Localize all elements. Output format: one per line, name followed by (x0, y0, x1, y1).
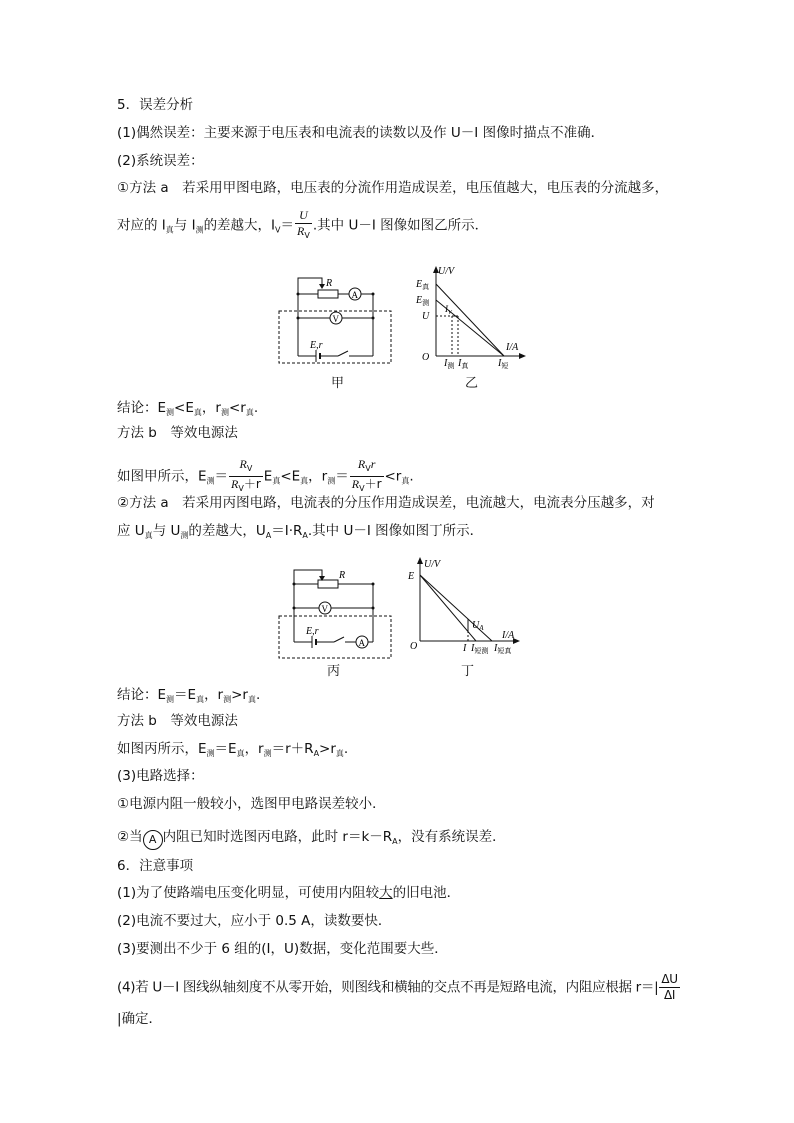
method-b-2: 方法 b 等效电源法 (117, 713, 238, 729)
svg-text:E: E (408, 571, 415, 582)
fraction-du-over-di: $\frac{\Delta U}{\Delta I}$ (661, 972, 678, 1002)
circuit-bing (276, 562, 396, 662)
conclusion-2: 结论：$E_测=E_真$，$r_测>r_真$. (117, 687, 261, 704)
axis-label-i-ding: I/A (502, 630, 515, 641)
label-r-bing: R (339, 570, 346, 581)
graph-ding (404, 553, 534, 663)
paragraph-ua-formula: 应 $U_真$与 $U_测$的差越大，$U_A=I\cdot R_A$.其中 U－I 图像如图丁所示． (117, 523, 484, 540)
svg-text:U: U (422, 311, 430, 322)
paragraph-random-error: (1)偶然误差：主要来源于电压表和电流表的读数以及作 U－I 图像时描点不准确． (117, 125, 605, 141)
section-5-title: 5．误差分析 (117, 97, 194, 113)
caption-yi: 乙 (465, 376, 479, 391)
svg-text:IV: $I_V$ (445, 304, 452, 316)
svg-text:E测: $E_测$ (416, 295, 430, 307)
svg-text:I短测: $I_{短测}$ (471, 643, 489, 655)
voltmeter-label-bing: V (321, 604, 328, 614)
caption-bing: 丙 (327, 664, 341, 679)
svg-text:UA: $U_A$ (472, 620, 484, 632)
svg-text:I测: $I_测$ (444, 358, 455, 370)
ammeter-symbol: A (143, 830, 163, 850)
origin-yi: O (422, 352, 430, 363)
label-er-jia: E,r (310, 340, 323, 351)
circuit-selection-1: ①电源内阻一般较小，选图甲电路误差较小． (117, 796, 386, 812)
note-1: (1)为了使路端电压变化明显，可使用内阻较大的旧电池． (117, 885, 461, 901)
svg-text:I: I (463, 643, 467, 654)
conclusion-1: 结论：$E_测<E_真$，$r_测<r_真$. (117, 400, 259, 417)
paragraph-method-a2: ②方法 a 若采用丙图电路，电流表的分压作用造成误差，电流越大，电流表分压越多，对 (117, 495, 655, 511)
paragraph-system-error: (2)系统误差： (117, 153, 204, 169)
caption-jia: 甲 (331, 376, 345, 391)
label-er-bing: E,r (306, 626, 319, 637)
voltmeter-label-jia: V (332, 314, 339, 324)
note-4-end: |确定． (117, 1011, 163, 1027)
equivalent-source-2: 如图丙所示，$E_测=E_真$，$r_测=r+R_A>r_真$. (117, 741, 349, 758)
circuit-selection-title: (3)电路选择： (117, 768, 204, 784)
note-4: (4)若 U－I 图线纵轴刻度不从零开始，则图线和横轴的交点不再是短路电流，内阻应根据 r＝| $\frac{\Delta U}{\Delta I}$ (117, 972, 678, 1002)
equivalent-source-1: 如图甲所示，$E_测=$ $\frac{R_V}{R_V+r}$ $E_真<E_真$，$r_测=$ $\frac{R_Vr}{R_V+r}$ $<r_真$. (117, 457, 414, 493)
fraction-u-over-rv: $\frac{U}{R_V}$ (297, 208, 310, 240)
graph-yi (412, 262, 532, 374)
axis-label-u-ding: U/V (424, 559, 441, 570)
label-r-jia: R (326, 278, 333, 289)
method-b-1: 方法 b 等效电源法 (117, 425, 238, 441)
note-2: (2)电流不要过大，应小于 0.5 A，读数要快． (117, 913, 392, 929)
caption-ding: 丁 (461, 664, 475, 679)
axis-label-u-yi: U/V (438, 266, 455, 277)
svg-text:E真: $E_真$ (416, 279, 430, 291)
svg-text:I短真: $I_{短真}$ (494, 643, 512, 655)
paragraph-method-a1: ①方法 a 若采用甲图电路，电压表的分流作用造成误差，电压值越大，电压表的分流越多， (117, 180, 669, 196)
ammeter-label-bing: A (358, 638, 365, 648)
svg-text:I短: $I_短$ (498, 358, 509, 370)
axis-label-i-yi: I/A (506, 342, 519, 353)
section-6-title: 6．注意事项 (117, 858, 194, 874)
note-3: (3)要测出不少于 6 组的(I，U)数据，变化范围要大些． (117, 941, 448, 957)
circuit-jia (276, 268, 396, 376)
origin-ding: O (410, 641, 418, 652)
paragraph-iv-formula: 对应的 $I_真$与 $I_测$的差越大，$I_V=$ $\frac{U}{R_V}$ .其中 U－I 图像如图乙所示． (117, 208, 488, 243)
svg-text:I真: $I_真$ (458, 358, 469, 370)
ammeter-label-jia: A (351, 290, 358, 300)
circuit-selection-2: ②当 A 内阻已知时选图丙电路，此时 $r=k-R_A$，没有系统误差． (117, 828, 506, 851)
